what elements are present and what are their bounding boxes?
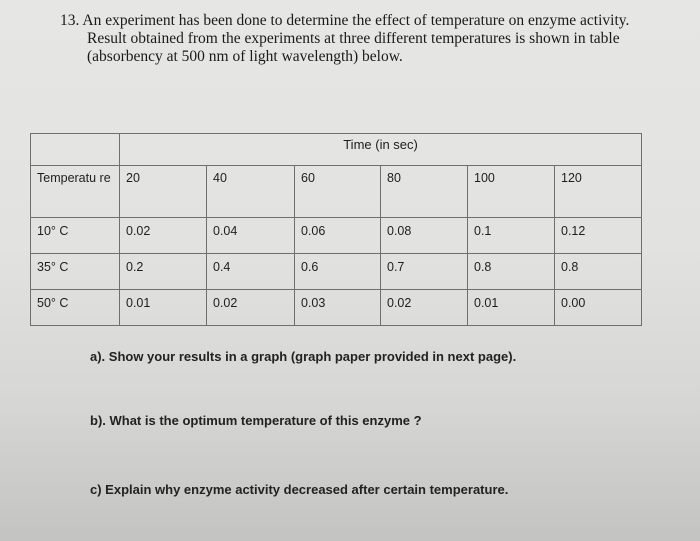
column-header: 80 xyxy=(381,166,468,218)
question-13-text xyxy=(60,12,690,66)
sub-question-b: b). What is the optimum temperature of this enzyme ? xyxy=(90,413,422,428)
question-line-1: 13. An experiment has been done to determine the effect of temperature on enzyme activity. xyxy=(60,12,630,29)
column-header: 120 xyxy=(555,166,642,218)
table-cell: 0.12 xyxy=(555,218,642,254)
row-label: 10° C xyxy=(31,218,120,254)
absorbency-table xyxy=(30,133,642,326)
sub-question-a: a). Show your results in a graph (graph paper provided in next page). xyxy=(90,349,517,364)
table-cell: 0.00 xyxy=(555,290,642,326)
table-row xyxy=(31,290,642,326)
table-cell: 0.01 xyxy=(468,290,555,326)
table-cell: 0.4 xyxy=(207,254,295,290)
table-cell: 0.8 xyxy=(555,254,642,290)
table-cell: 0.1 xyxy=(468,218,555,254)
sub-question-c: c) Explain why enzyme activity decreased after certain temperature. xyxy=(90,482,509,497)
table-cell: 0.08 xyxy=(381,218,468,254)
table-cell: 0.02 xyxy=(381,290,468,326)
table-cell: 0.04 xyxy=(207,218,295,254)
table-cell: 0.6 xyxy=(295,254,381,290)
question-line-2: Result obtained from the experiments at three different temperatures is shown in table xyxy=(87,30,620,47)
column-header: 60 xyxy=(295,166,381,218)
table-cell: 0.02 xyxy=(207,290,295,326)
table-cell: 0.02 xyxy=(120,218,207,254)
row-label: 35° C xyxy=(31,254,120,290)
table-corner-cell xyxy=(31,134,120,166)
table-cell: 0.03 xyxy=(295,290,381,326)
table-cell: 0.7 xyxy=(381,254,468,290)
table-cell: 0.8 xyxy=(468,254,555,290)
column-header: 20 xyxy=(120,166,207,218)
table-cell: 0.06 xyxy=(295,218,381,254)
temperature-header: Temperatu re xyxy=(31,166,120,218)
question-line-3: (absorbency at 500 nm of light wavelength) below. xyxy=(87,48,403,65)
table-row xyxy=(31,254,642,290)
column-header: 100 xyxy=(468,166,555,218)
column-header: 40 xyxy=(207,166,295,218)
table-cell: 0.01 xyxy=(120,290,207,326)
table-cell: 0.2 xyxy=(120,254,207,290)
table-row xyxy=(31,218,642,254)
time-group-header: Time (in sec) xyxy=(120,134,642,166)
row-label: 50° C xyxy=(31,290,120,326)
